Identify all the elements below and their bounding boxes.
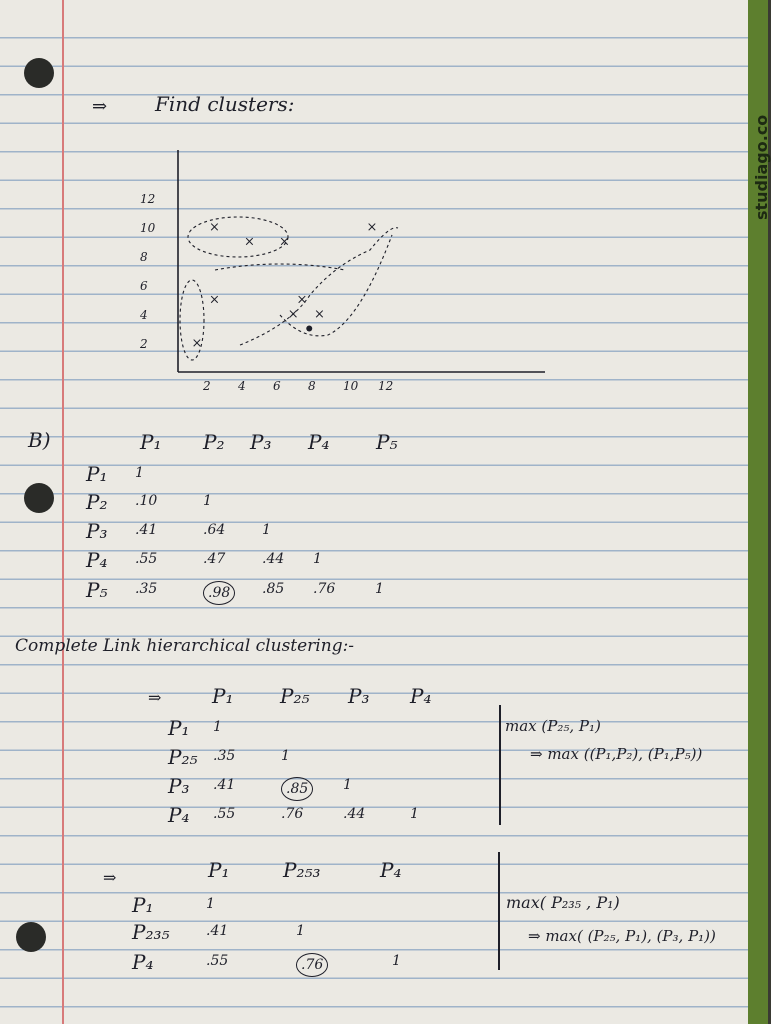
matrix-col-header: P₂₅ xyxy=(280,684,310,708)
matrix-cell: .64 xyxy=(203,522,226,538)
matrix2-note-line1: max( P₂₃₅ , P₁) xyxy=(506,893,620,912)
y-tick-label: 12 xyxy=(140,192,156,206)
matrix-col-header: P₁ xyxy=(212,684,234,708)
matrix-cell: 1 xyxy=(343,777,352,793)
matrix-cell: .41 xyxy=(213,777,236,793)
heading-arrow: ⇒ xyxy=(92,96,108,117)
matrix-col-header: P₁ xyxy=(140,430,162,454)
x-tick-label: 2 xyxy=(203,379,211,393)
matrix-row-label: P₂ xyxy=(86,490,108,514)
cluster-outline-top-left xyxy=(188,217,288,257)
matrix-row-label: P₄ xyxy=(86,548,108,572)
scatter-point-x: × xyxy=(296,292,308,308)
matrix-col-header: P₅ xyxy=(376,430,398,454)
matrix-col-header: P₃ xyxy=(348,684,370,708)
matrix-cell: 1 xyxy=(296,923,305,939)
matrix-cell: 1 xyxy=(135,465,144,481)
scatter-point-x: × xyxy=(314,307,325,322)
matrix-cell: .47 xyxy=(203,551,226,567)
matrix-col-header: P₄ xyxy=(308,430,330,454)
x-tick-label: 12 xyxy=(378,379,394,393)
matrix-cell: .44 xyxy=(262,551,285,567)
matrix-cell: 1 xyxy=(392,953,401,969)
matrix-row-label: P₂₃₅ xyxy=(132,920,170,944)
cluster-link-top xyxy=(215,264,345,270)
matrix-col-header: P₄ xyxy=(410,684,432,708)
matrix-row-label: P₄ xyxy=(168,803,190,827)
matrix-cell: .55 xyxy=(213,806,236,822)
scatter-point-x: × xyxy=(287,307,299,322)
matrix-cell: 1 xyxy=(375,581,384,597)
binder-hole-top xyxy=(24,58,54,88)
matrix-row-label: P₄ xyxy=(132,950,154,974)
matrix-row-label: P₁ xyxy=(132,893,154,917)
binder-hole-middle xyxy=(24,483,54,513)
matrix-cell: .76 xyxy=(281,806,304,822)
cluster-scatter-plot xyxy=(130,140,570,400)
matrix-row-label: P₁ xyxy=(86,462,108,486)
matrix-row-label: P₁ xyxy=(168,716,190,740)
matrix-col-header: P₄ xyxy=(380,858,402,882)
scatter-point-x: × xyxy=(366,220,378,235)
matrix-cell: .41 xyxy=(206,923,229,939)
margin-line xyxy=(62,0,64,1024)
matrix-cell-circled: .76 xyxy=(296,953,328,977)
matrix-cell: 1 xyxy=(262,522,271,538)
matrix-row-label: P₃ xyxy=(168,774,190,798)
x-tick-labels xyxy=(202,379,393,393)
scatter-points xyxy=(192,220,378,351)
matrix-cell: 1 xyxy=(281,748,290,764)
y-tick-label: 4 xyxy=(140,308,148,322)
matrix1-note-line2: ⇒ max ((P₁,P₂), (P₁,P₅)) xyxy=(530,745,703,763)
y-tick-label: 8 xyxy=(140,250,148,264)
matrix-row-label: P₂₅ xyxy=(168,745,198,769)
scatter-point-dot xyxy=(306,326,312,332)
matrix-cell: .35 xyxy=(213,748,236,764)
scatter-point-x: × xyxy=(279,234,290,250)
matrix-cell-circled: .98 xyxy=(203,581,235,605)
matrix-cell: .85 xyxy=(262,581,285,597)
matrix-row-label: P₅ xyxy=(86,578,108,602)
matrix-b-label: B) xyxy=(28,428,51,452)
matrix-cell: .44 xyxy=(343,806,366,822)
brand-strip-text: studiago.co xyxy=(752,114,771,220)
x-tick-label: 8 xyxy=(308,379,316,393)
matrix-cell: .35 xyxy=(135,581,158,597)
y-tick-labels xyxy=(139,192,156,351)
matrix-cell: 1 xyxy=(206,896,215,912)
matrix-cell: .41 xyxy=(135,522,158,538)
scatter-point-x: × xyxy=(244,234,255,250)
matrix-cell: .55 xyxy=(206,953,229,969)
matrix-col-header: P₂₅₃ xyxy=(283,858,321,882)
y-tick-label: 2 xyxy=(140,337,148,351)
x-tick-label: 6 xyxy=(273,379,281,393)
matrix-cell: .55 xyxy=(135,551,158,567)
matrix-cell: 1 xyxy=(410,806,419,822)
matrix-cell: 1 xyxy=(213,719,222,735)
matrix1-arrow: ⇒ xyxy=(148,688,162,707)
matrix-row-label: P₃ xyxy=(86,519,108,543)
y-tick-label: 6 xyxy=(140,279,148,293)
note1-divider xyxy=(499,705,501,825)
note2-divider xyxy=(498,852,500,970)
scatter-point-x: × xyxy=(209,220,220,235)
binder-hole-bottom xyxy=(16,922,46,952)
matrix2-note-line2: ⇒ max( (P₂₅, P₁), (P₃, P₁)) xyxy=(528,927,716,945)
scatter-point-x: × xyxy=(209,292,220,308)
matrix-cell-circled: .85 xyxy=(281,777,313,801)
matrix1-note-line1: max (P₂₅, P₁) xyxy=(505,717,601,735)
x-tick-label: 10 xyxy=(343,379,359,393)
cluster-outline-right-branch xyxy=(240,228,398,345)
complete-link-title: Complete Link hierarchical clustering:- xyxy=(15,636,355,656)
matrix-cell: .76 xyxy=(313,581,336,597)
matrix-cell: .10 xyxy=(135,493,158,509)
matrix2-arrow: ⇒ xyxy=(103,868,117,887)
matrix-col-header: P₁ xyxy=(208,858,230,882)
x-tick-label: 4 xyxy=(238,379,246,393)
y-tick-label: 10 xyxy=(140,221,156,235)
matrix-col-header: P₃ xyxy=(250,430,272,454)
page-heading: Find clusters: xyxy=(155,92,295,116)
matrix-col-header: P₂ xyxy=(203,430,225,454)
matrix-cell: 1 xyxy=(203,493,212,509)
plot-axes xyxy=(178,150,545,372)
matrix-cell: 1 xyxy=(313,551,322,567)
scatter-point-x: × xyxy=(191,336,203,351)
